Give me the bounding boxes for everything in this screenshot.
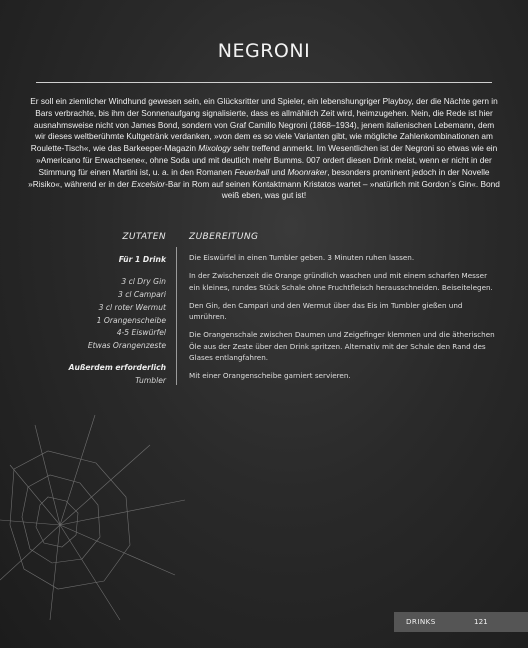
intro-text-run: und xyxy=(269,166,288,177)
intro-paragraph xyxy=(28,96,500,202)
preparation-step: Mit einer Orangenscheibe garniert servieren. xyxy=(189,371,351,381)
ingredient-item: 4-5 Eiswürfel xyxy=(116,328,166,338)
ingredient-item: 1 Orangenscheibe xyxy=(96,315,166,325)
preparation-step: Den Gin, den Campari und den Wermut über das Eis im Tumbler gießen und umrühren. xyxy=(189,300,463,322)
title-divider xyxy=(36,82,492,83)
preparation-step: Die Orangenschale zwischen Daumen und Zeigefinger klemmen und die ätherischen Öle aus der Zeste über den Drink spritzen. Alternativ mit der Schale den Rand des Glases entlangfahren. xyxy=(189,330,495,363)
intro-italic-run: Moonraker xyxy=(287,166,328,177)
column-divider xyxy=(176,247,177,385)
ingredient-item: 3 cl Dry Gin xyxy=(121,276,166,286)
intro-text-run: , besonders prominent jedoch in der Novelle »Risiko«, während er in der xyxy=(28,166,490,189)
ingredient-item: 3 cl roter Wermut xyxy=(98,302,166,312)
intro-italic-run: Mixology xyxy=(198,143,232,154)
intro-text-run: Er soll ein ziemlicher Windhund gewesen sein, ein Glücksritter und Spieler, ein lebenshungriger Playboy, der die Nächte gern in Bars verbrachte, bis ihm der Sonnenaufgang signalisierte, dass es allmählich Zeit wird, heimzugehen. Nein, die Rede ist hier ausnahmsweise nicht von James Bond, sondern von Graf Camillo Negroni (1868–1934), jenem italienischen Lebemann, dem wir dieses weltberühmte Kultgetränk verdanken, »von dem es so viele Varianten gibt, wie mögliche Zahlenkombinationen am Roulette-Tisch«, wie das Barkeeper-Magazin xyxy=(30,96,498,154)
ingredients-list xyxy=(40,254,166,388)
ingredient-item: Etwas Orangenzeste xyxy=(87,341,166,351)
serving-size: Für 1 Drink xyxy=(118,255,166,264)
preparation-steps xyxy=(189,252,495,389)
intro-text-run: sehr treffend anmerkt. Im Wesentlichen ist der Negroni so etwas wie ein »Americano für Erwachsene«, ohne Soda und mit deutlich mehr Bumms. 007 ordert diesen Drink meist, wenn er nicht in der Stimmung für einen Martini ist, u. a. in den Romanen xyxy=(36,143,498,177)
page-title: NEGRONI xyxy=(217,40,311,62)
equipment-item: Tumbler xyxy=(135,376,166,386)
cracked-glass-decoration xyxy=(0,405,190,625)
ingredients-heading: ZUTATEN xyxy=(122,232,166,242)
extra-equipment-heading: Außerdem erforderlich xyxy=(68,363,166,373)
page-footer xyxy=(394,612,528,632)
preparation-step: Die Eiswürfel in einen Tumbler geben. 3 Minuten ruhen lassen. xyxy=(189,253,415,262)
preparation-step: In der Zwischenzeit die Orange gründlich waschen und mit einem scharfen Messer ein kleines, rundes Stück Schale ohne Fruchtfleisch herausschneiden. Beiseitelegen. xyxy=(189,271,493,292)
page-number: 121 xyxy=(474,617,488,626)
ingredient-item: 3 cl Campari xyxy=(117,289,166,299)
preparation-heading: ZUBEREITUNG xyxy=(189,232,259,242)
intro-italic-run: Feuerball xyxy=(234,166,270,177)
section-label: DRINKS xyxy=(406,617,436,626)
intro-text-run: -Bar in Rom auf seinen Kontaktmann Kristatos wartet – »natürlich mit Gordon´s Gin«. Bond weiß eben, was gut ist! xyxy=(165,178,500,201)
intro-italic-run: Excelsior xyxy=(131,178,166,189)
